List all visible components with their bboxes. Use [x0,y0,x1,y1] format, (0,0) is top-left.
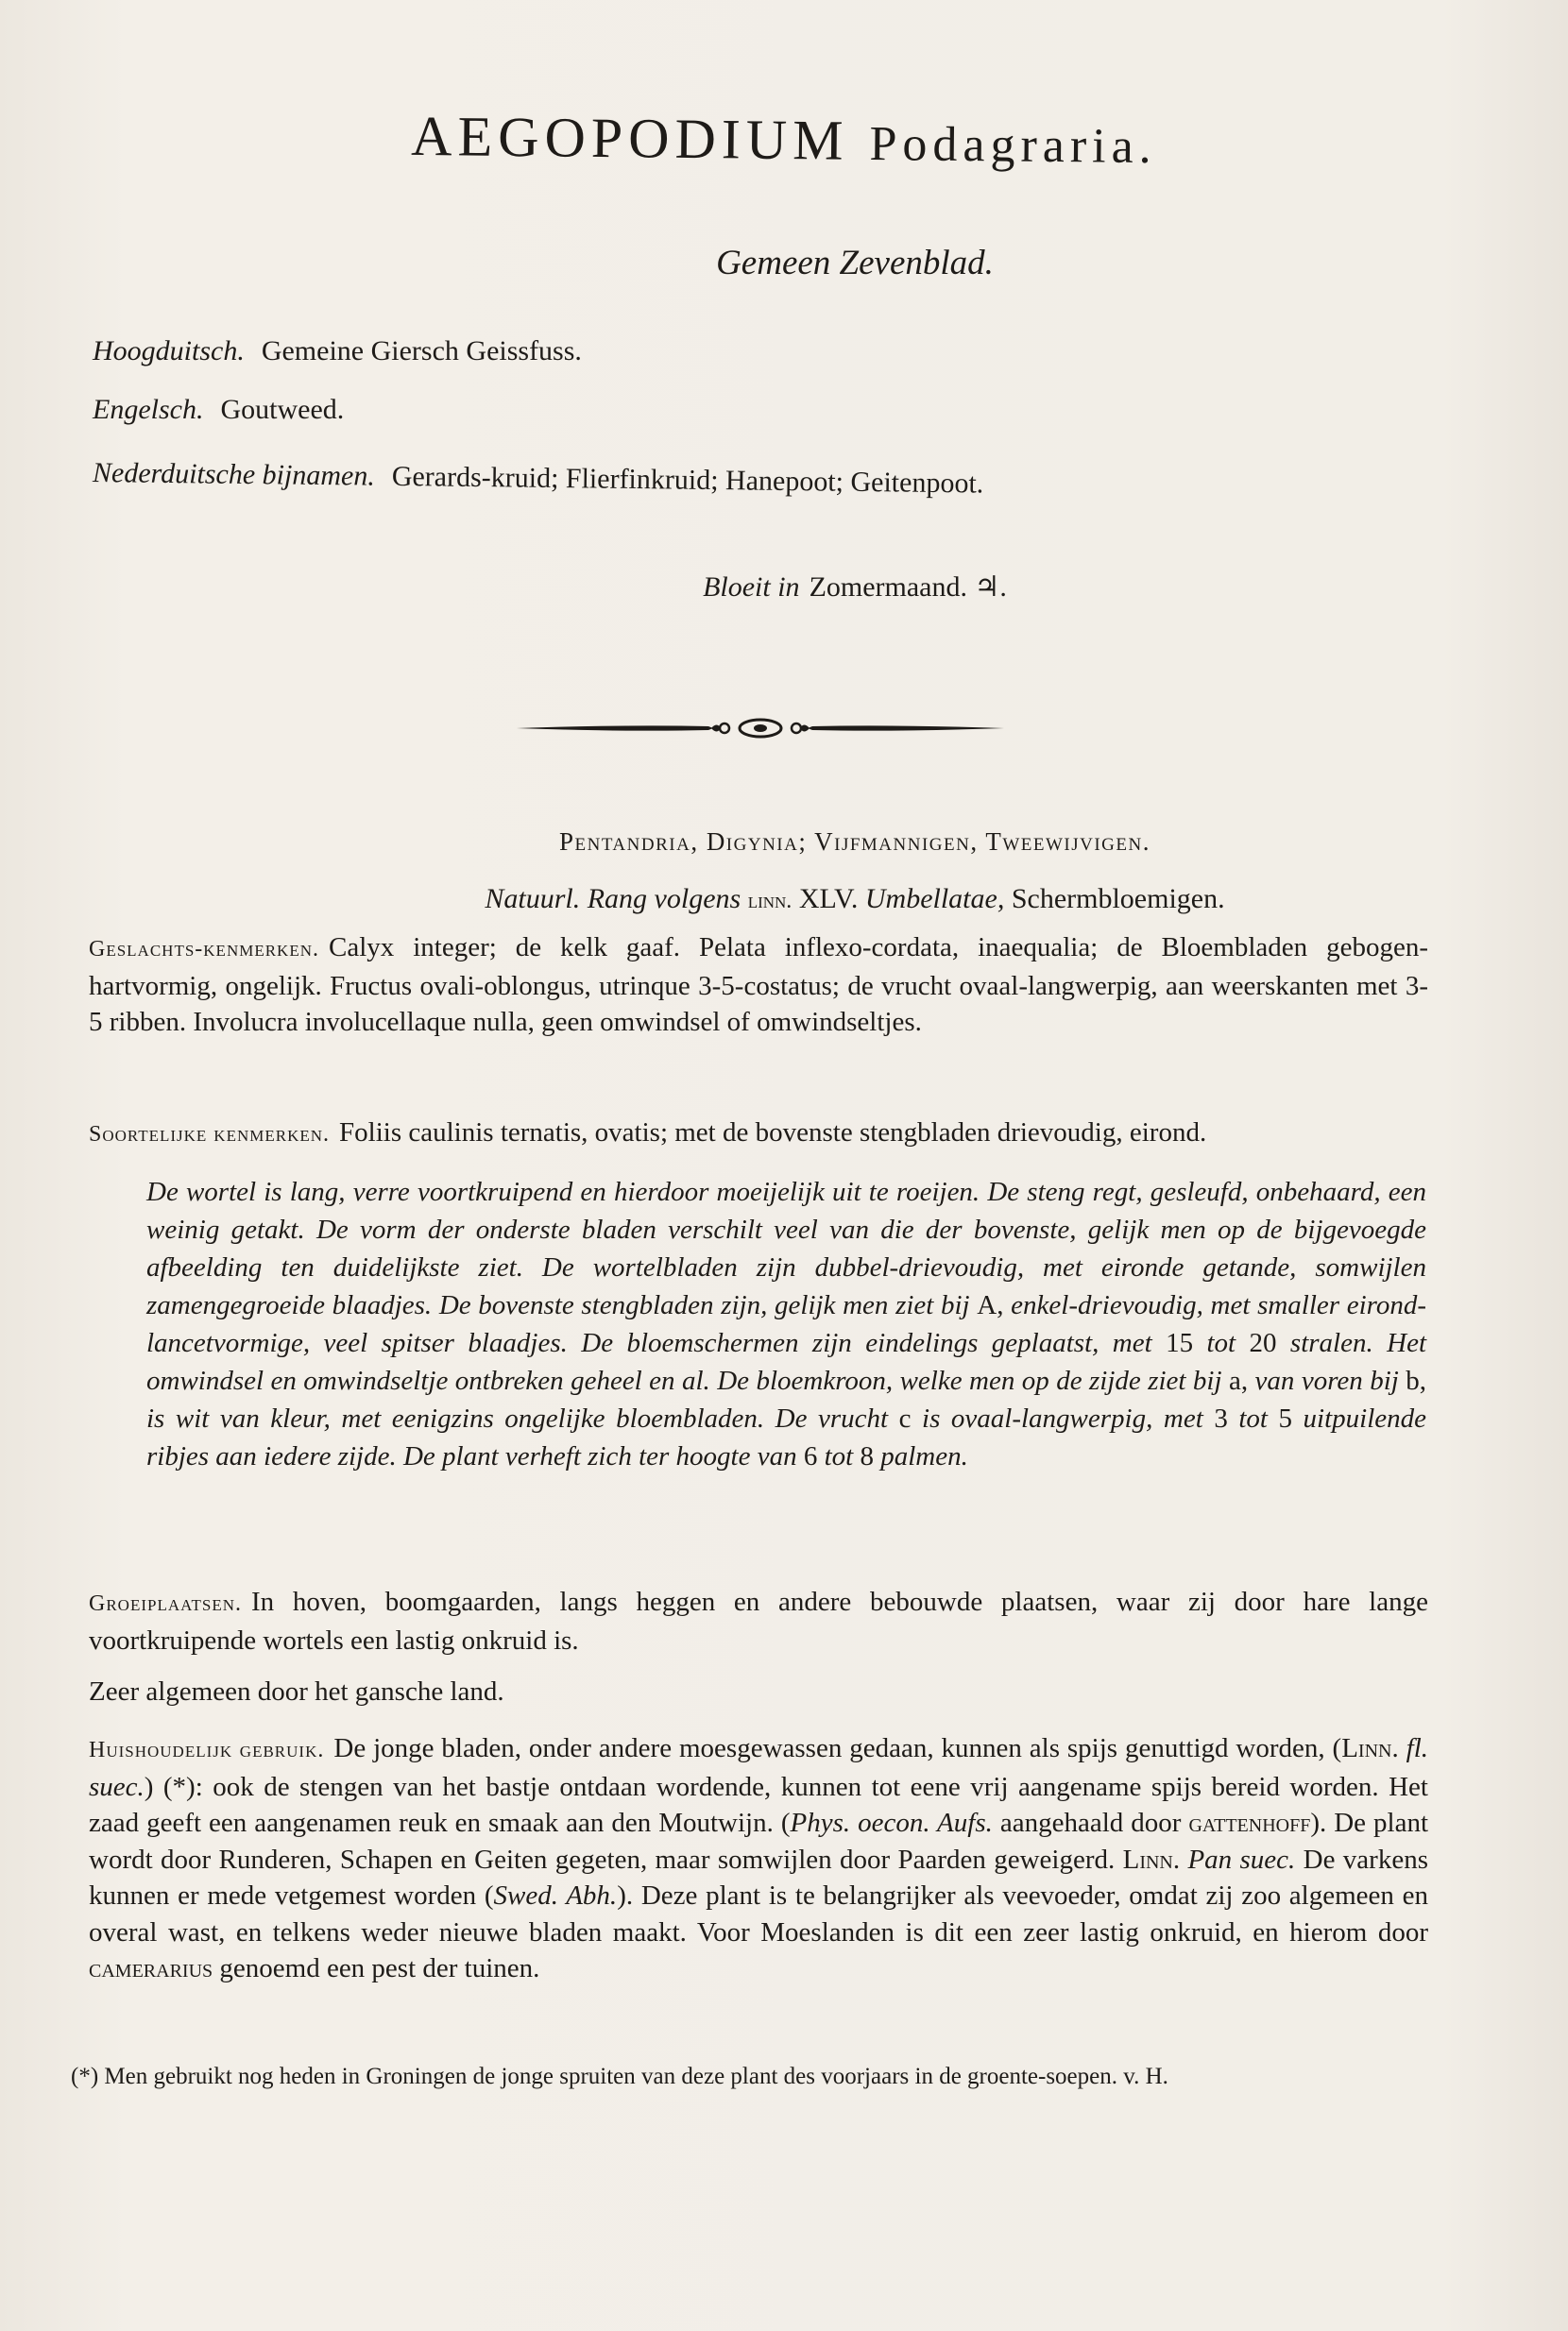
species-name: Podagraria. [869,116,1158,175]
synonym-label: Hoogduitsch. [93,335,245,366]
section-heading: Soortelijke kenmerken. [89,1122,331,1147]
section-heading: Huishoudelijk gebruik. [89,1738,325,1762]
synonym-value: Goutweed. [220,394,345,425]
bloom-line [0,570,1568,604]
figure-ref: c [898,1404,912,1434]
number: 6 [803,1441,818,1472]
description-text: uitpuilende ribjes aan iedere zijde. De plant verheft zich ter hoogte van [146,1404,1427,1472]
work-ref: Swed. Abh. [493,1880,618,1911]
section-text: Calyx integer; de kelk gaaf. Pelata inflexo-cordata, inaequalia; de Bloembladen gebogen-hartvormig, ongelijk. Fructus ovali-oblongus, utrinque 3-5-costatus; de vrucht ovaal-langwerpig, aan weerskanten met 3-5 ribben. Involucra involucellaque nulla, geen omwindsel of omwindseltjes. [89,932,1428,1037]
number: 20 [1249,1328,1277,1358]
section-text: genoemd een pest der tuinen. [219,1953,540,1983]
description-text: tot [824,1441,854,1472]
work-ref: Pan suec. [1187,1844,1296,1875]
work-ref: fl. suec. [89,1733,1429,1802]
author-ref: gattenhoff [1188,1808,1311,1838]
distribution-paragraph: Zeer algemeen door het gansche land. [89,1676,504,1707]
section-text: aangehaald door [999,1808,1182,1838]
synonym-value: Gemeine Giersch Geissfuss. [261,335,582,366]
author-ref: Linn. [1122,1844,1181,1875]
author-ref: Linn. [1341,1733,1399,1763]
description-text: is ovaal-langwerpig, met [922,1404,1203,1434]
synonym-english [93,394,344,426]
description-text: tot [1206,1328,1236,1358]
synonym-label: Nederduitsche bijnamen. [92,457,376,492]
synonym-dutch [93,457,984,501]
figure-ref: A, [977,1290,1004,1320]
synonym-label: Engelsch. [93,394,204,425]
figure-ref: b, [1406,1366,1426,1396]
synonym-german [93,335,582,367]
section-heading: Geslachts-kenmerken. [89,937,319,961]
genus-name: AEGOPODIUM [410,104,849,172]
author-ref: camerarius [89,1953,213,1983]
rank-number: XLV. [798,883,859,914]
bloom-label: Bloeit in [703,571,800,603]
rank-linn: linn. [747,889,793,913]
description-text: is wit van kleur, met eenigzins ongelijke bloembladen. De vrucht [146,1404,889,1434]
number: 3 [1214,1404,1228,1434]
uses-paragraph [89,1730,1428,1987]
description-text: stralen. Het omwindsel en omwindseltje ontbreken geheel en al. De bloemkroon, welke men op de zijde ziet bij [146,1328,1427,1396]
family-latin: Umbellatae, [864,883,1005,914]
footnote: (*) Men gebruikt nog heden in Groningen de jonge spruiten van deze plant des voorjaars in de groente-soepen. v. H. [71,2064,1168,2089]
habitat-paragraph [89,1584,1428,1659]
section-text: Foliis caulinis ternatis, ovatis; met de bovenste stengbladen drievoudig, eirond. [339,1117,1207,1148]
family-dutch: Schermbloemigen. [1011,883,1225,914]
section-text: De jonge bladen, onder andere moesgewassen gedaan, kunnen als spijs genuttigd worden, ( [333,1733,1342,1763]
description-text: enkel-drievoudig, met smaller eirond-lancetvormige, veel spitser blaadjes. De bloemschermen zijn eindelings geplaatst, met [146,1290,1427,1358]
page-title [0,103,1568,176]
species-characters-paragraph [89,1114,1428,1153]
section-text: De varkens kunnen er mede vetgemest worden ( [89,1844,1428,1911]
description-paragraph [146,1173,1426,1475]
section-text: ). De plant wordt door Runderen, Schapen en Geiten gegeten, maar somwijlen door Paarden geweigerd. [89,1808,1429,1875]
linnaean-class: Pentandria, Digynia; Vijfmannigen, Tweewijvigen. [559,827,1150,856]
rank-prefix: Natuurl. Rang volgens [485,883,741,914]
number: 8 [860,1441,874,1472]
perennial-symbol: ♃. [974,571,1007,603]
ornament-divider-icon [515,714,1006,742]
number: 5 [1278,1404,1292,1434]
synonym-value: Gerards-kruid; Flierfinkruid; Hanepoot; Geitenpoot. [391,460,984,500]
section-heading: Groeiplaatsen. [89,1591,243,1616]
genus-characters-paragraph [89,929,1428,1041]
description-text: van voren bij [1254,1366,1399,1396]
bloom-month: Zomermaand. [809,571,967,603]
description-text: De wortel is lang, verre voortkruipend en hierdoor moeijelijk uit te roeijen. De steng regt, gesleufd, onbehaard, een weinig getakt. De vorm der onderste bladen verschilt veel van die der bovenste, gelijk men op de bijgevoegde afbeelding ten duidelijkste ziet. De wortelbladen zijn dubbel-drievoudig, met eironde getande, somwijlen zamengegroeide blaadjes. De bovenste stengbladen zijn, gelijk men ziet bij [146,1177,1426,1320]
section-text: ). Deze plant is te belangrijker als veevoeder, omdat zij zoo algemeen en overal wast, en telkens weder nieuwe bladen maakt. Voor Moeslanden is dit een zeer lastig onkruid, en hierom door [89,1880,1429,1948]
work-ref: Phys. oecon. Aufs. [790,1808,993,1838]
section-text: In hoven, boomgaarden, langs heggen en andere bebouwde plaatsen, waar zij door hare lange voortkruipende wortels een lastig onkruid is. [89,1587,1428,1656]
number: 15 [1166,1328,1194,1358]
section-text: ) (*): ook de stengen van het bastje ontdaan wordende, kunnen tot eene vrij aangename spijs bereid worden. Het zaad geeft een aangenamen reuk en smaak aan den Moutwijn. ( [89,1771,1428,1838]
description-text: tot [1238,1404,1268,1434]
natural-rank [0,883,1568,915]
figure-ref: a, [1228,1366,1249,1396]
common-name: Gemeen Zevenblad. [716,244,994,282]
description-text: palmen. [880,1441,968,1472]
